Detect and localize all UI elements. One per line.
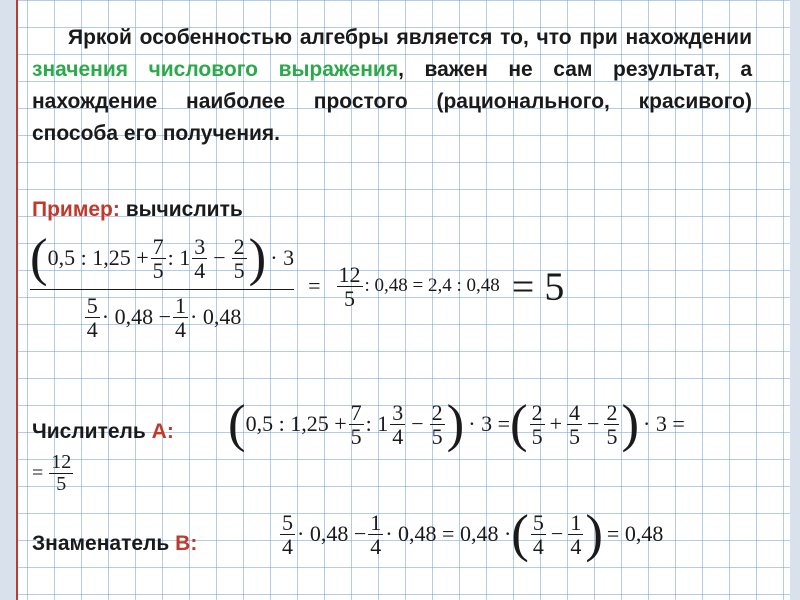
numerator-heading bbox=[32, 420, 174, 444]
fraction-numerator: 4 bbox=[569, 399, 581, 425]
main-fraction-numerator bbox=[30, 229, 295, 290]
fraction-numerator: 2 bbox=[233, 233, 245, 259]
math-term: · 0,48 − bbox=[101, 304, 171, 330]
intro-text-2: , важен не сам результат, а нахождение наиболее простого (рационального, красивого) способа его получения. bbox=[32, 58, 753, 145]
fraction-denominator: 4 bbox=[175, 316, 186, 342]
math-term: · 0,48 = 0,48 · bbox=[385, 521, 512, 547]
right-margin-bar bbox=[790, 0, 800, 600]
fraction-denominator: 5 bbox=[56, 473, 67, 495]
fraction bbox=[349, 401, 364, 448]
fraction-numerator: 1 bbox=[175, 292, 186, 318]
math-term: − bbox=[213, 245, 226, 271]
fraction-denominator: 5 bbox=[152, 257, 164, 283]
math-term: = 0,48 bbox=[606, 521, 664, 547]
fraction-denominator: 4 bbox=[282, 533, 293, 559]
main-equals: = bbox=[308, 273, 321, 299]
parenthesis: ( bbox=[228, 395, 246, 453]
fraction bbox=[430, 401, 445, 448]
math-term: − bbox=[587, 411, 600, 437]
numerator-result bbox=[32, 452, 75, 495]
fraction-denominator: 4 bbox=[392, 423, 404, 449]
fraction bbox=[368, 511, 383, 558]
math-term: : 1 bbox=[365, 411, 389, 437]
intro-paragraph bbox=[32, 22, 752, 150]
fraction-denominator: 4 bbox=[194, 257, 206, 283]
main-fraction bbox=[30, 229, 295, 342]
fraction-numerator: 7 bbox=[350, 399, 362, 425]
fraction bbox=[85, 294, 100, 341]
intro-text-1: Яркой особенностью алгебры является то, что при нахождении bbox=[68, 26, 752, 49]
fraction-denominator: 4 bbox=[86, 316, 98, 342]
math-term: = bbox=[32, 462, 44, 484]
math-term: : 1 bbox=[167, 245, 191, 271]
fraction bbox=[280, 511, 295, 558]
parenthesis: ( bbox=[511, 505, 529, 563]
example-label: Пример bbox=[32, 198, 113, 221]
fraction-denominator: 4 bbox=[570, 533, 582, 559]
math-term: · 3 = bbox=[468, 411, 510, 437]
main-result-fraction bbox=[337, 263, 363, 310]
fraction bbox=[567, 401, 582, 448]
math-term: · 0,48 bbox=[190, 304, 242, 330]
parenthesis: ) bbox=[248, 229, 267, 287]
denominator-heading bbox=[32, 532, 197, 556]
fraction bbox=[49, 452, 73, 495]
math-term: + bbox=[549, 411, 563, 437]
fraction-numerator: 5 bbox=[86, 292, 98, 318]
fraction-denominator: 5 bbox=[606, 423, 618, 449]
fraction bbox=[173, 294, 188, 341]
fraction-numerator: 12 bbox=[338, 261, 361, 287]
math-term: Знаменатель bbox=[32, 532, 176, 555]
fraction-denominator: 5 bbox=[233, 257, 245, 283]
parenthesis: ) bbox=[585, 505, 603, 563]
fraction-numerator: 2 bbox=[431, 399, 443, 425]
fraction-denominator: 5 bbox=[350, 423, 362, 449]
fraction bbox=[232, 235, 247, 282]
fraction bbox=[568, 511, 583, 558]
fraction-denominator: 5 bbox=[344, 285, 356, 311]
parenthesis: ( bbox=[30, 229, 48, 287]
math-term: Числитель bbox=[32, 420, 152, 443]
main-simplify: : 0,48 = 2,4 : 0,48 bbox=[364, 275, 500, 297]
parenthesis: ( bbox=[510, 395, 528, 453]
fraction bbox=[192, 235, 207, 282]
fraction bbox=[530, 401, 545, 448]
fraction-denominator: 4 bbox=[370, 533, 382, 559]
parenthesis: ) bbox=[621, 395, 640, 453]
numerator-expression bbox=[228, 395, 685, 453]
left-margin-bar bbox=[0, 0, 18, 600]
math-term: A: bbox=[151, 420, 174, 443]
main-expression bbox=[30, 229, 565, 342]
fraction-numerator: 2 bbox=[606, 399, 618, 425]
main-answer: = 5 bbox=[511, 263, 565, 309]
math-term: 0,5 : 1,25 + bbox=[47, 245, 149, 271]
intro-highlight: значения числового выражения bbox=[32, 58, 399, 81]
fraction-numerator: 5 bbox=[282, 509, 293, 535]
example-text: вычислить bbox=[119, 198, 243, 221]
parenthesis: ) bbox=[446, 395, 465, 453]
fraction-denominator: 5 bbox=[431, 423, 443, 449]
math-term: − bbox=[550, 521, 564, 547]
math-term: · 3 bbox=[270, 245, 295, 271]
fraction-numerator: 1 bbox=[370, 509, 382, 535]
main-fraction-denominator bbox=[83, 290, 242, 341]
fraction-denominator: 5 bbox=[531, 423, 543, 449]
fraction-numerator: 5 bbox=[532, 509, 544, 535]
fraction-denominator: 5 bbox=[569, 423, 581, 449]
fraction-numerator: 3 bbox=[392, 399, 404, 425]
fraction-numerator: 7 bbox=[152, 233, 164, 259]
math-term: · 0,48 − bbox=[297, 521, 367, 547]
fraction-numerator: 3 bbox=[194, 233, 206, 259]
example-colon: : bbox=[112, 198, 120, 221]
fraction bbox=[604, 401, 619, 448]
math-term: − bbox=[411, 411, 424, 437]
fraction bbox=[531, 511, 546, 558]
example-heading bbox=[32, 198, 243, 222]
fraction-numerator: 12 bbox=[51, 451, 72, 473]
fraction bbox=[151, 235, 166, 282]
fraction-numerator: 1 bbox=[570, 509, 582, 535]
fraction-numerator: 2 bbox=[531, 399, 543, 425]
fraction-denominator: 4 bbox=[532, 533, 544, 559]
math-term: B: bbox=[175, 532, 198, 555]
fraction bbox=[390, 401, 405, 448]
math-term: 0,5 : 1,25 + bbox=[245, 411, 347, 437]
math-term: · 3 = bbox=[643, 411, 685, 437]
denominator-expression bbox=[278, 505, 664, 563]
